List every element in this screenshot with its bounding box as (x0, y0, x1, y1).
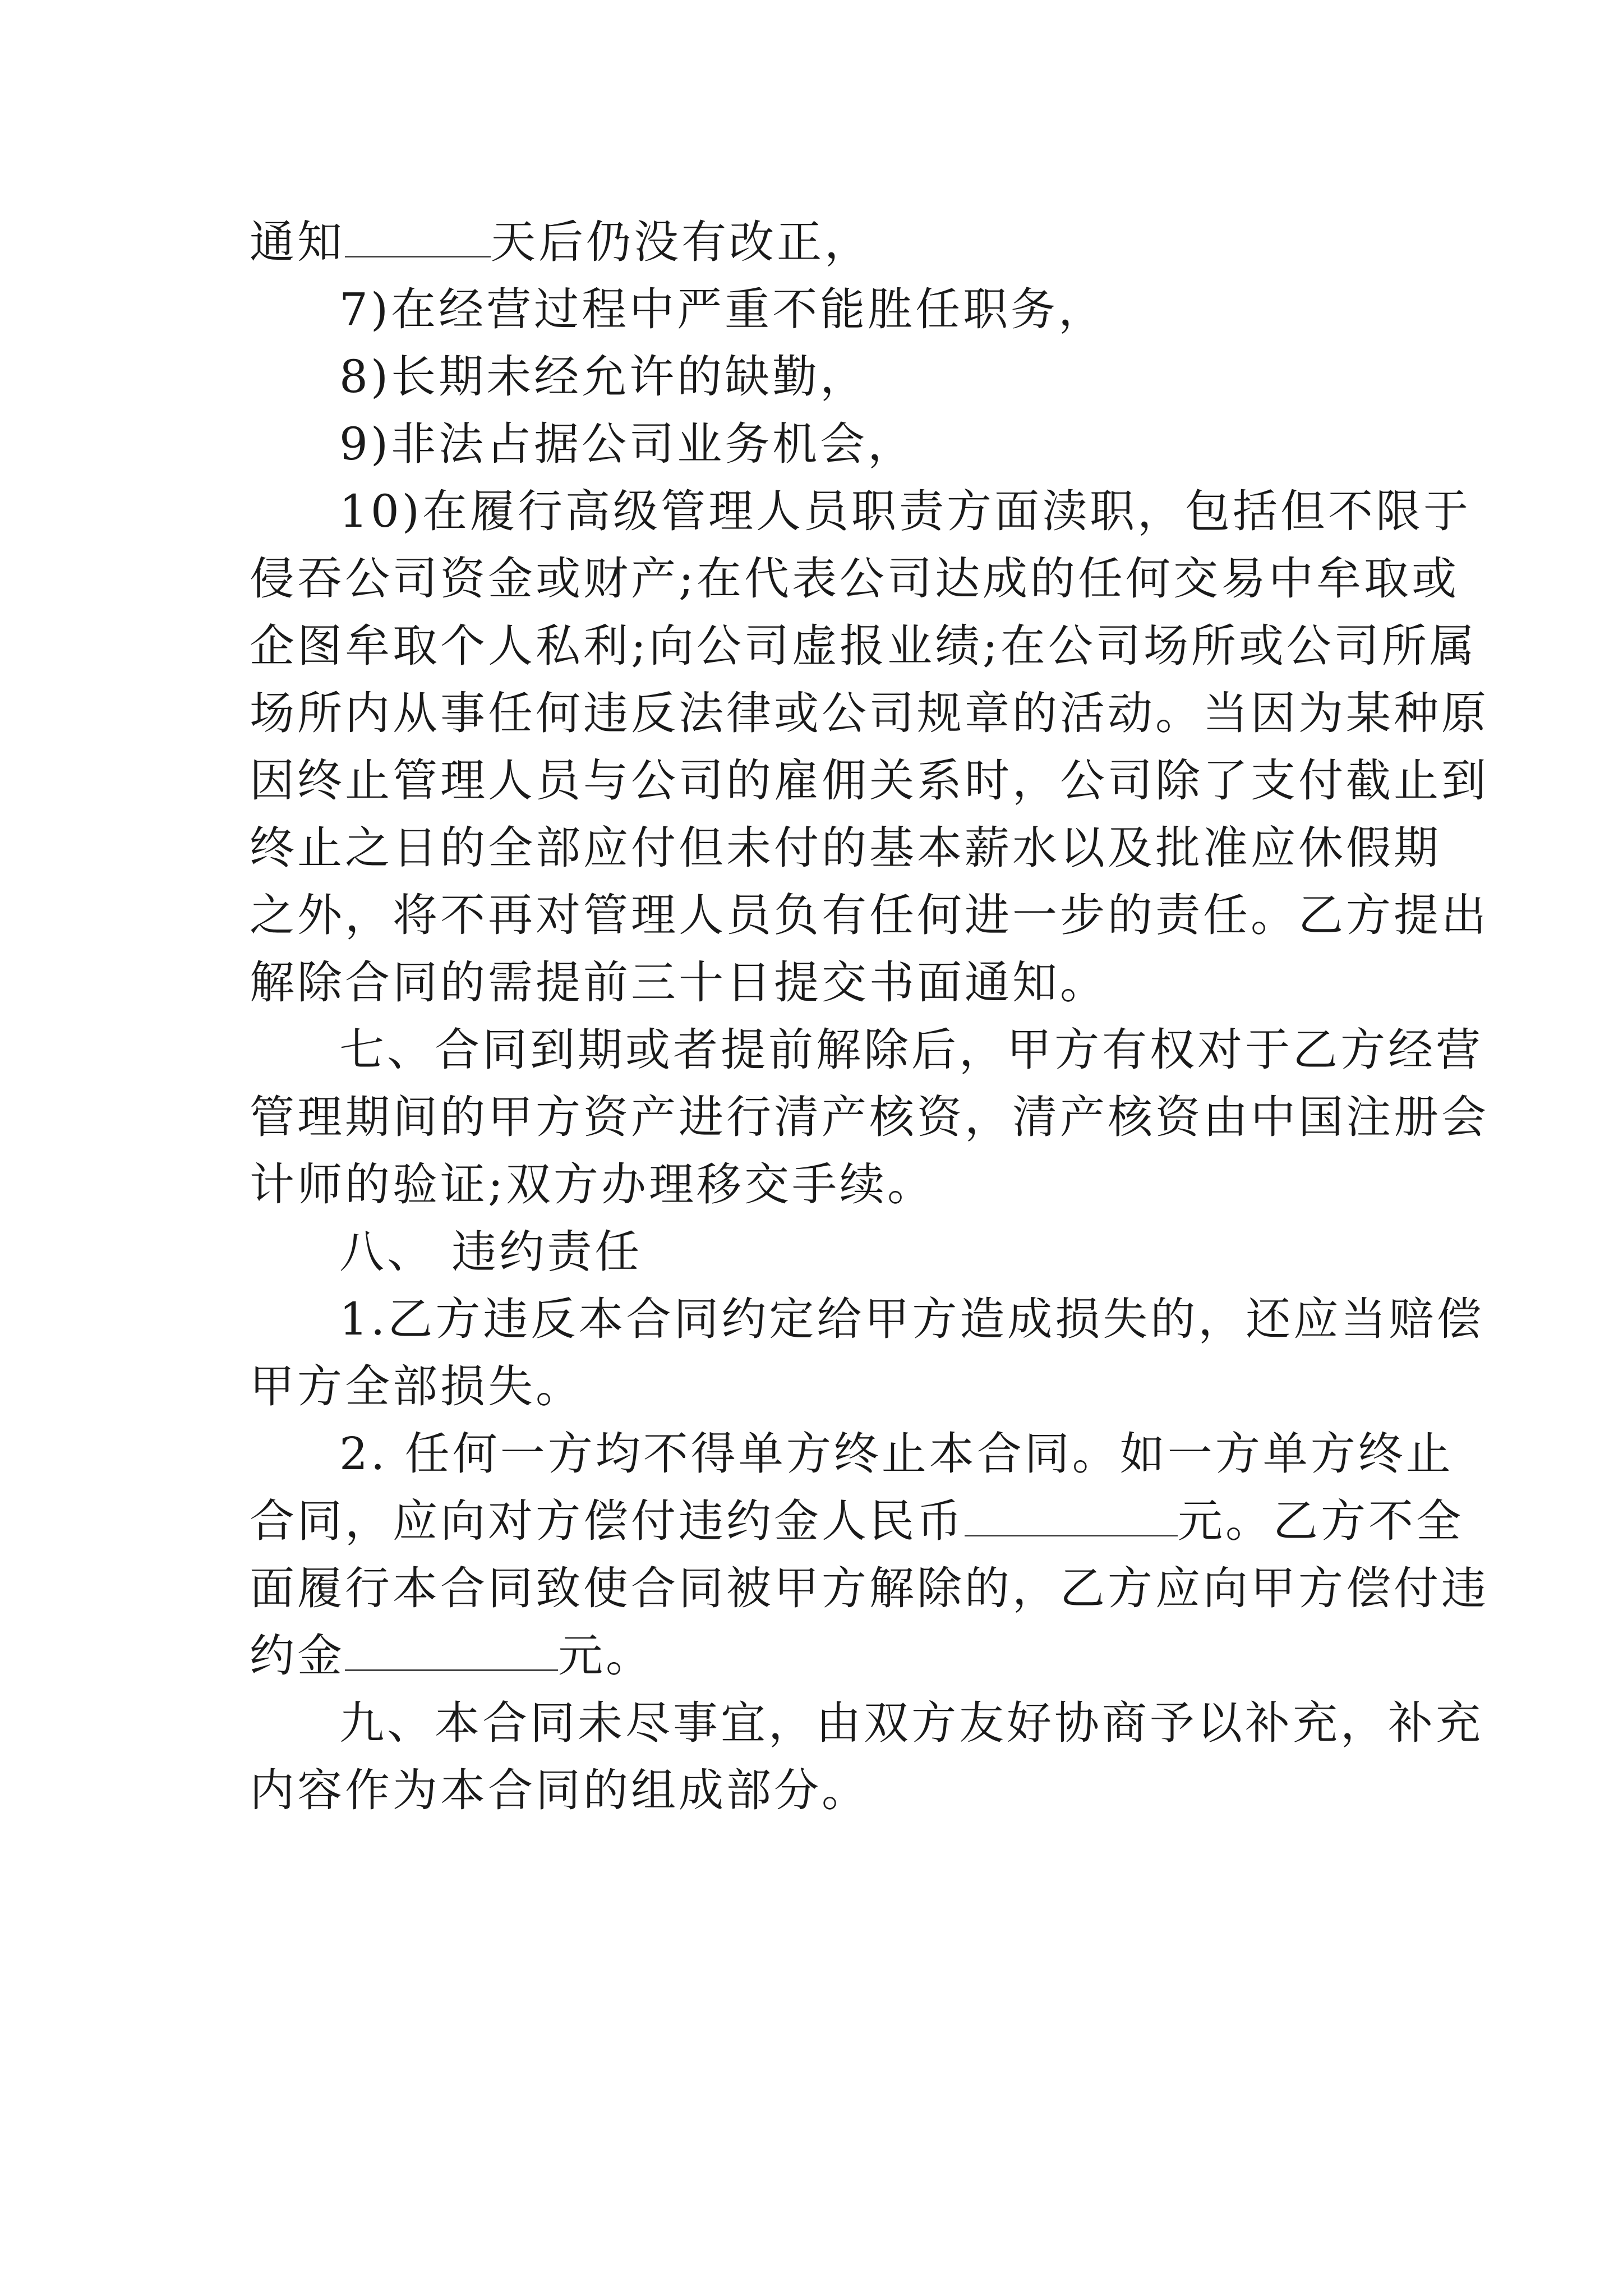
text-segment: 七、合同到期或者提前解除后，甲方有权对于乙方经营 (339, 1024, 1483, 1076)
text-segment: 场所内从事任何违反法律或公司规章的活动。当因为某种原 (250, 687, 1489, 739)
text-line (250, 815, 1441, 882)
text-segment: 终止之日的全部应付但未付的基本薪水以及批准应休假期 (250, 822, 1441, 874)
contract-text (250, 209, 1489, 1824)
fill-in-blank (345, 1630, 558, 1671)
text-line (250, 949, 1388, 1016)
text-segment: 之外，将不再对管理人员负有任何进一步的责任。乙方提出 (250, 889, 1489, 941)
text-line (250, 1690, 1483, 1757)
text-line (250, 1218, 1388, 1286)
text-line (250, 1488, 1464, 1555)
text-line (250, 1016, 1483, 1084)
text-segment: 面履行本合同致使合同被甲方解除的，乙方应向甲方偿付违 (250, 1562, 1489, 1614)
text-line (250, 1757, 1388, 1824)
text-segment: 企图牟取个人私利;向公司虚报业绩;在公司场所或公司所属 (250, 620, 1477, 672)
text-segment: 管理期间的甲方资产进行清产核资，清产核资由中国注册会 (250, 1091, 1489, 1143)
text-line (250, 209, 1388, 276)
text-line (250, 680, 1489, 747)
text-line (250, 1084, 1489, 1151)
text-line (250, 1420, 1454, 1488)
text-line (250, 747, 1489, 815)
text-segment: 约金 (250, 1630, 345, 1682)
text-segment: 内容作为本合同的组成部分。 (250, 1764, 869, 1816)
text-segment: 10)在履行高级管理人员职责方面渎职，包括但不限于 (339, 485, 1472, 537)
text-segment: 九、本合同未尽事宜，由双方友好协商予以补充，补充 (339, 1697, 1483, 1749)
text-segment: 侵吞公司资金或财产;在代表公司达成的任何交易中牟取或 (250, 553, 1459, 605)
fill-in-blank (965, 1496, 1178, 1536)
text-segment: 2. 任何一方均不得单方终止本合同。如一方单方终止 (339, 1428, 1454, 1480)
text-segment: 八、 违约责任 (339, 1226, 643, 1278)
text-line (250, 613, 1477, 680)
text-segment: 通知 (250, 216, 345, 268)
text-segment: 甲方全部损失。 (250, 1360, 583, 1412)
text-line (250, 343, 1388, 411)
text-line (250, 276, 1388, 343)
text-segment: 元。 (558, 1630, 653, 1682)
text-line (250, 1555, 1489, 1622)
text-line (250, 545, 1459, 613)
text-segment: 合同，应向对方偿付违约金人民币 (250, 1495, 965, 1547)
text-segment: 元。乙方不全 (1178, 1495, 1464, 1547)
text-segment: 因终止管理人员与公司的雇佣关系时，公司除了支付截止到 (250, 754, 1489, 807)
text-segment: 1.乙方违反本合同约定给甲方造成损失的，还应当赔偿 (339, 1293, 1484, 1345)
text-segment: 解除合同的需提前三十日提交书面通知。 (250, 956, 1108, 1009)
text-line (250, 478, 1472, 545)
text-line (250, 411, 1388, 478)
text-line (250, 1622, 1388, 1690)
text-segment: 7)在经营过程中严重不能胜任职务， (339, 283, 1106, 335)
text-segment: 9)非法占据公司业务机会， (339, 418, 916, 470)
text-line (250, 1353, 1388, 1420)
text-segment: 计师的验证;双方办理移交手续。 (250, 1158, 935, 1211)
text-segment: 8)长期未经允许的缺勤， (339, 351, 868, 403)
text-line (250, 1151, 1388, 1218)
text-line (250, 882, 1489, 949)
text-segment: 天后仍没有改正， (491, 216, 872, 268)
text-line (250, 1286, 1484, 1353)
fill-in-blank (345, 217, 491, 257)
